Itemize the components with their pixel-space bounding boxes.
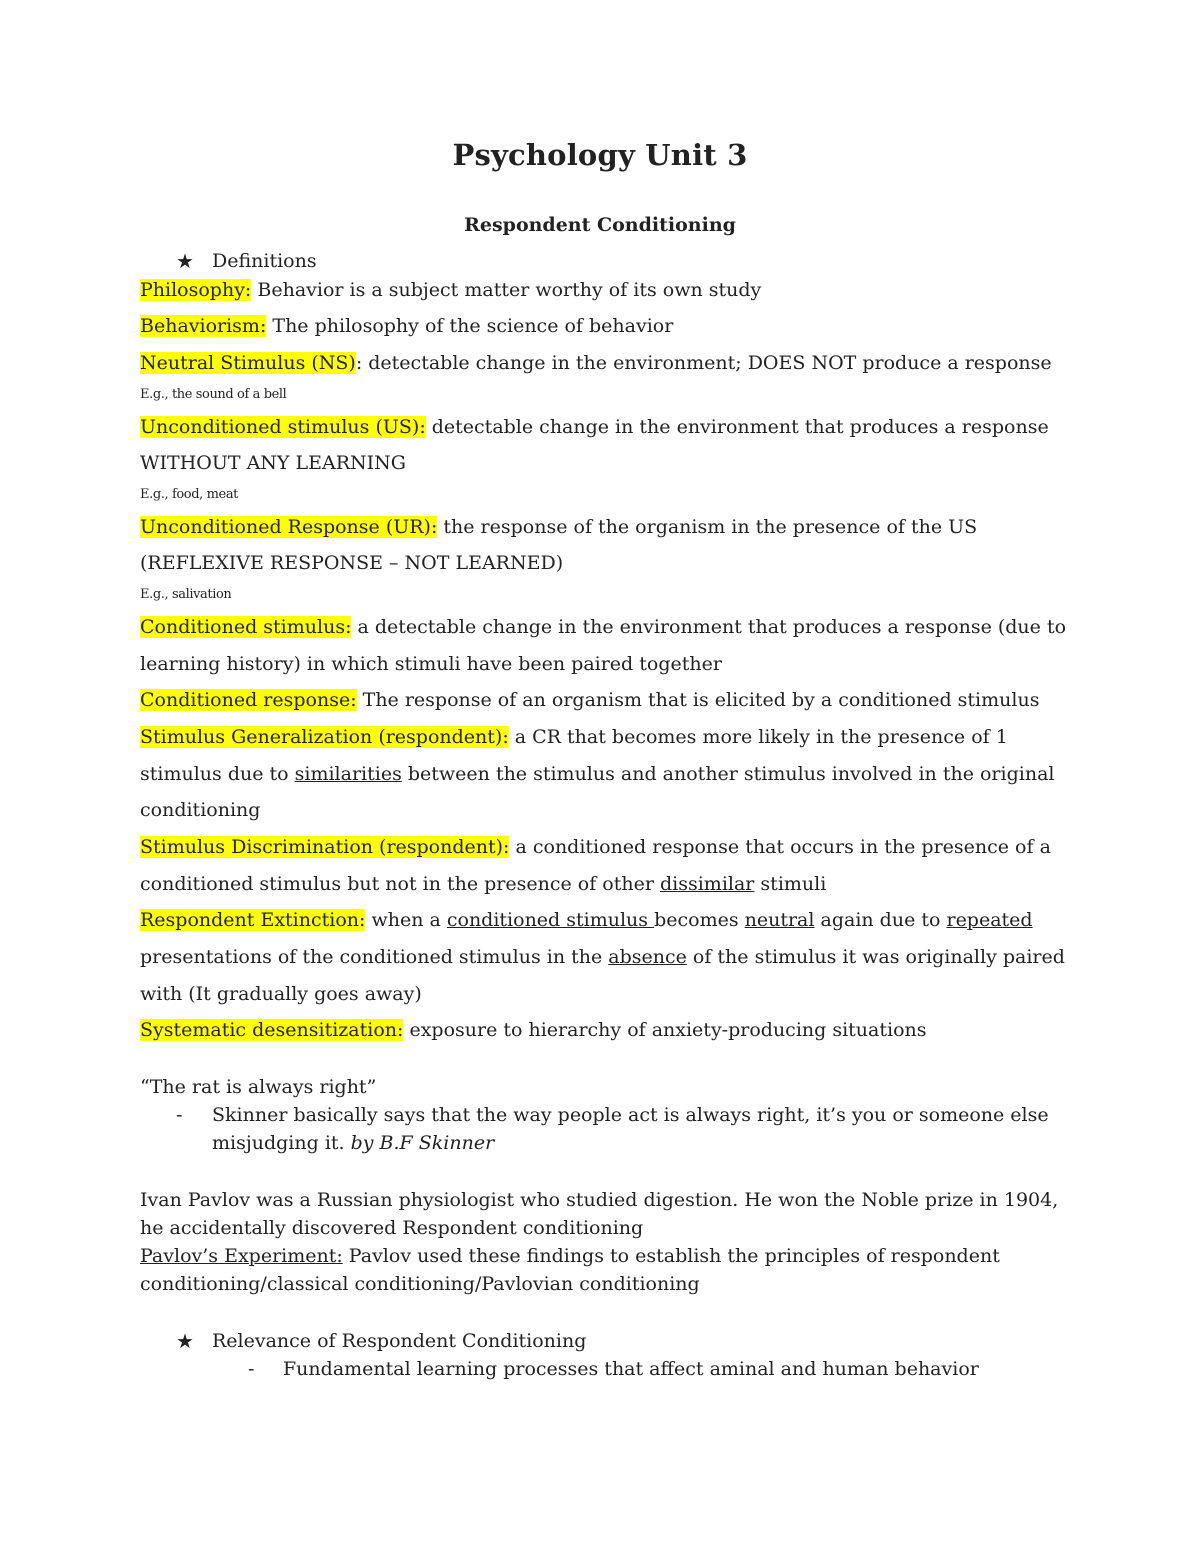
definition-respondent-extinction-end: with (It gradually goes away) <box>140 983 422 1005</box>
term-stimulus-discrimination: Stimulus Discrimination (respondent): <box>140 836 510 858</box>
definition-unconditioned-response: Unconditioned Response (UR): the response of the organism in the presence of the US <box>140 516 978 538</box>
pavlov-experiment-cont: conditioning/classical conditioning/Pavlovian conditioning <box>140 1273 700 1295</box>
definition-unconditioned-stimulus-cont: WITHOUT ANY LEARNING <box>140 452 406 474</box>
term-behaviorism: Behaviorism: <box>140 315 267 337</box>
definition-conditioned-stimulus: Conditioned stimulus: a detectable change in the environment that produces a response (due to <box>140 616 1067 638</box>
section-heading: Respondent Conditioning <box>464 214 736 236</box>
definition-respondent-extinction: Respondent Extinction: when a conditioned stimulus becomes neutral again due to repeated <box>140 909 1033 931</box>
definition-stimulus-discrimination: Stimulus Discrimination (respondent): a conditioned response that occurs in the presence of a <box>140 836 1051 858</box>
term-conditioned-stimulus: Conditioned stimulus: <box>140 616 352 638</box>
star-bullet-icon: ★ <box>176 249 194 273</box>
term-systematic-desensitization: Systematic desensitization: <box>140 1019 404 1041</box>
term-respondent-extinction: Respondent Extinction: <box>140 909 366 931</box>
example-unconditioned-response: E.g., salivation <box>140 587 232 602</box>
quote-attribution: by B.F Skinner <box>350 1132 495 1154</box>
pavlov-paragraph-cont: he accidentally discovered Respondent conditioning <box>140 1217 644 1239</box>
pavlov-experiment: Pavlov’s Experiment: Pavlov used these findings to establish the principles of respondent <box>140 1245 1000 1267</box>
definition-stimulus-generalization-cont: stimulus due to similarities between the stimulus and another stimulus involved in the original <box>140 763 1055 785</box>
definition-conditioned-response: Conditioned response: The response of an organism that is elicited by a conditioned stimulus <box>140 689 1040 711</box>
definition-conditioned-stimulus-cont: learning history) in which stimuli have been paired together <box>140 653 722 675</box>
relevance-note: Fundamental learning processes that affect aminal and human behavior <box>283 1358 979 1380</box>
definition-respondent-extinction-cont: presentations of the conditioned stimulus in the absence of the stimulus it was originally paired <box>140 946 1065 968</box>
definition-neutral-stimulus: Neutral Stimulus (NS): detectable change in the environment; DOES NOT produce a response <box>140 352 1052 374</box>
pavlov-paragraph: Ivan Pavlov was a Russian physiologist who studied digestion. He won the Noble prize in 1904, <box>140 1189 1059 1211</box>
definition-stimulus-generalization-end: conditioning <box>140 799 261 821</box>
definition-behaviorism: Behaviorism: The philosophy of the science of behavior <box>140 315 674 337</box>
term-philosophy: Philosophy: <box>140 279 252 301</box>
term-unconditioned-response: Unconditioned Response (UR): <box>140 516 438 538</box>
term-unconditioned-stimulus: Unconditioned stimulus (US): <box>140 416 426 438</box>
definition-unconditioned-response-cont: (REFLEXIVE RESPONSE – NOT LEARNED) <box>140 552 564 574</box>
dash-bullet-icon: - <box>176 1104 183 1126</box>
quote-note: Skinner basically says that the way people act is always right, it’s you or someone else <box>212 1104 1049 1126</box>
definition-stimulus-generalization: Stimulus Generalization (respondent): a CR that becomes more likely in the presence of 1 <box>140 726 1008 748</box>
quote: “The rat is always right” <box>140 1076 377 1098</box>
quote-note-cont: misjudging it. by B.F Skinner <box>212 1132 495 1154</box>
term-pavlov-experiment: Pavlov’s Experiment: <box>140 1245 343 1267</box>
term-stimulus-generalization: Stimulus Generalization (respondent): <box>140 726 509 748</box>
definition-systematic-desensitization: Systematic desensitization: exposure to hierarchy of anxiety-producing situations <box>140 1019 927 1041</box>
example-unconditioned-stimulus: E.g., food, meat <box>140 487 238 502</box>
example-neutral-stimulus: E.g., the sound of a bell <box>140 387 287 402</box>
bullet-definitions: Definitions <box>212 250 317 272</box>
page-title: Psychology Unit 3 <box>452 138 748 172</box>
bullet-relevance: Relevance of Respondent Conditioning <box>212 1330 587 1352</box>
dash-bullet-icon: - <box>248 1358 255 1380</box>
definition-unconditioned-stimulus: Unconditioned stimulus (US): detectable change in the environment that produces a response <box>140 416 1049 438</box>
definition-stimulus-discrimination-cont: conditioned stimulus but not in the presence of other dissimilar stimuli <box>140 873 827 895</box>
star-bullet-icon: ★ <box>176 1329 194 1353</box>
definition-philosophy: Philosophy: Behavior is a subject matter worthy of its own study <box>140 279 762 301</box>
term-neutral-stimulus: Neutral Stimulus (NS) <box>140 352 356 374</box>
term-conditioned-response: Conditioned response: <box>140 689 357 711</box>
